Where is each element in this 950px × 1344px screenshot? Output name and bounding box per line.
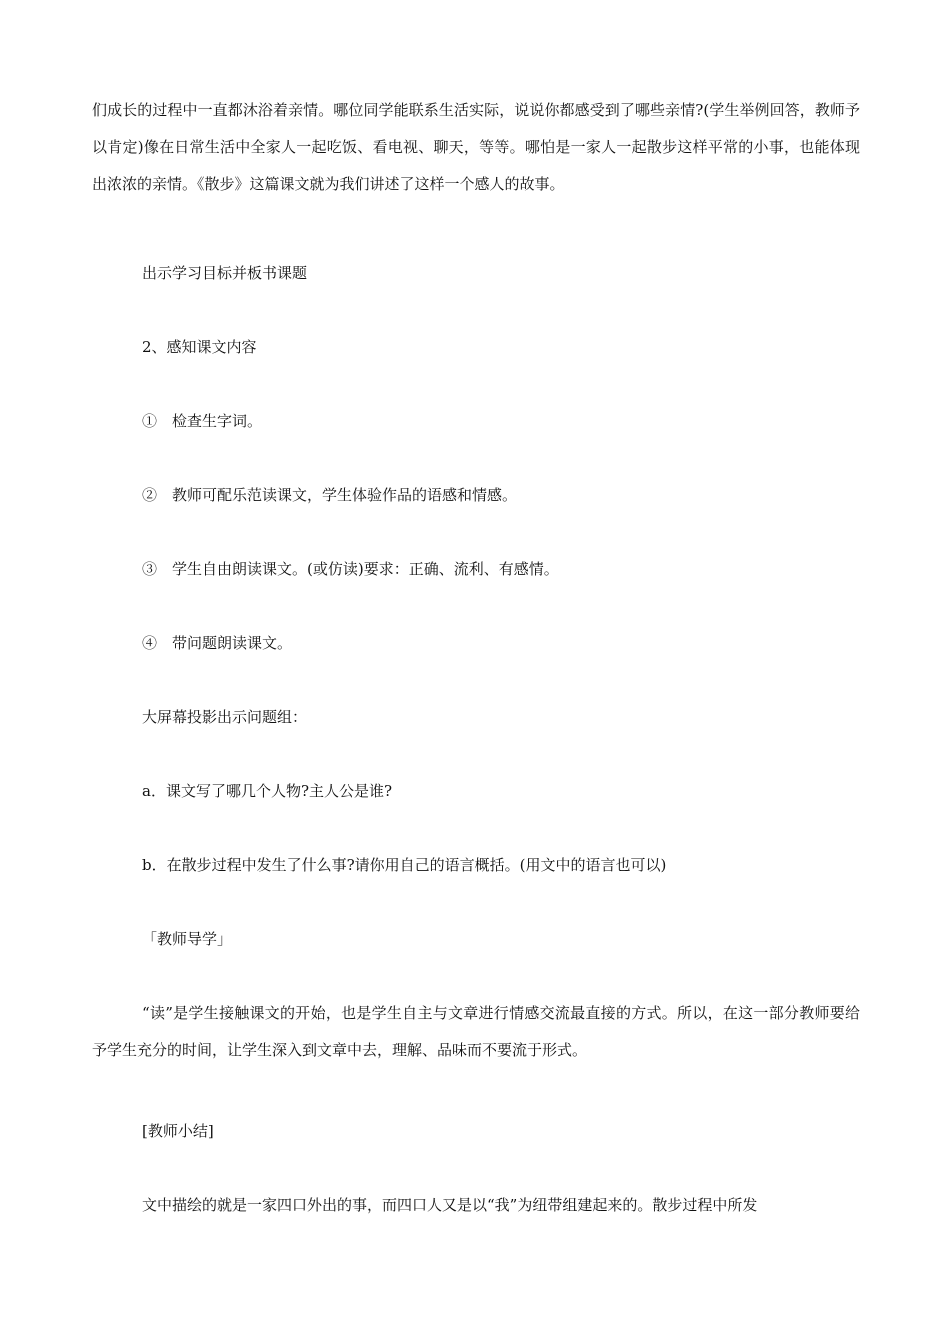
section-heading-2: 2、感知课文内容: [142, 338, 257, 356]
teacher-guide-paragraph: “读”是学生接触课文的开始，也是学生自主与文章进行情感交流最直接的方式。所以，在这一部分教师要给予学生充分的时间，让学生深入到文章中去，理解、品味而不要流于形式。: [92, 1004, 860, 1059]
teacher-summary-heading: [教师小结]: [142, 1122, 214, 1140]
step-4: ④ 带问题朗读课文。: [142, 634, 293, 652]
teacher-guide-heading: 「教师导学」: [142, 930, 233, 948]
question-group-heading: 大屏幕投影出示问题组：: [142, 708, 308, 726]
intro-paragraph: 们成长的过程中一直都沐浴着亲情。哪位同学能联系生活实际，说说你都感受到了哪些亲情?(学生举例回答，教师予以肯定)像在日常生活中全家人一起吃饭、看电视、聊天，等等。哪怕是一家人一起散步这样平常的小事，也能体现出浓浓的亲情。《散步》这篇课文就为我们讲述了这样一个感人的故事。: [92, 101, 860, 193]
learning-goal-line: 出示学习目标并板书课题: [142, 264, 308, 282]
question-b: b．在散步过程中发生了什么事?请你用自己的语言概括。(用文中的语言也可以): [142, 856, 667, 874]
step-2: ② 教师可配乐范读课文，学生体验作品的语感和情感。: [142, 486, 518, 504]
step-3: ③ 学生自由朗读课文。(或仿读)要求：正确、流利、有感情。: [142, 560, 559, 578]
question-a: a．课文写了哪几个人物?主人公是谁?: [142, 782, 393, 800]
step-1: ① 检查生字词。: [142, 412, 263, 430]
summary-paragraph: 文中描绘的就是一家四口外出的事，而四口人又是以“我”为纽带组建起来的。散步过程中所发: [142, 1196, 758, 1214]
